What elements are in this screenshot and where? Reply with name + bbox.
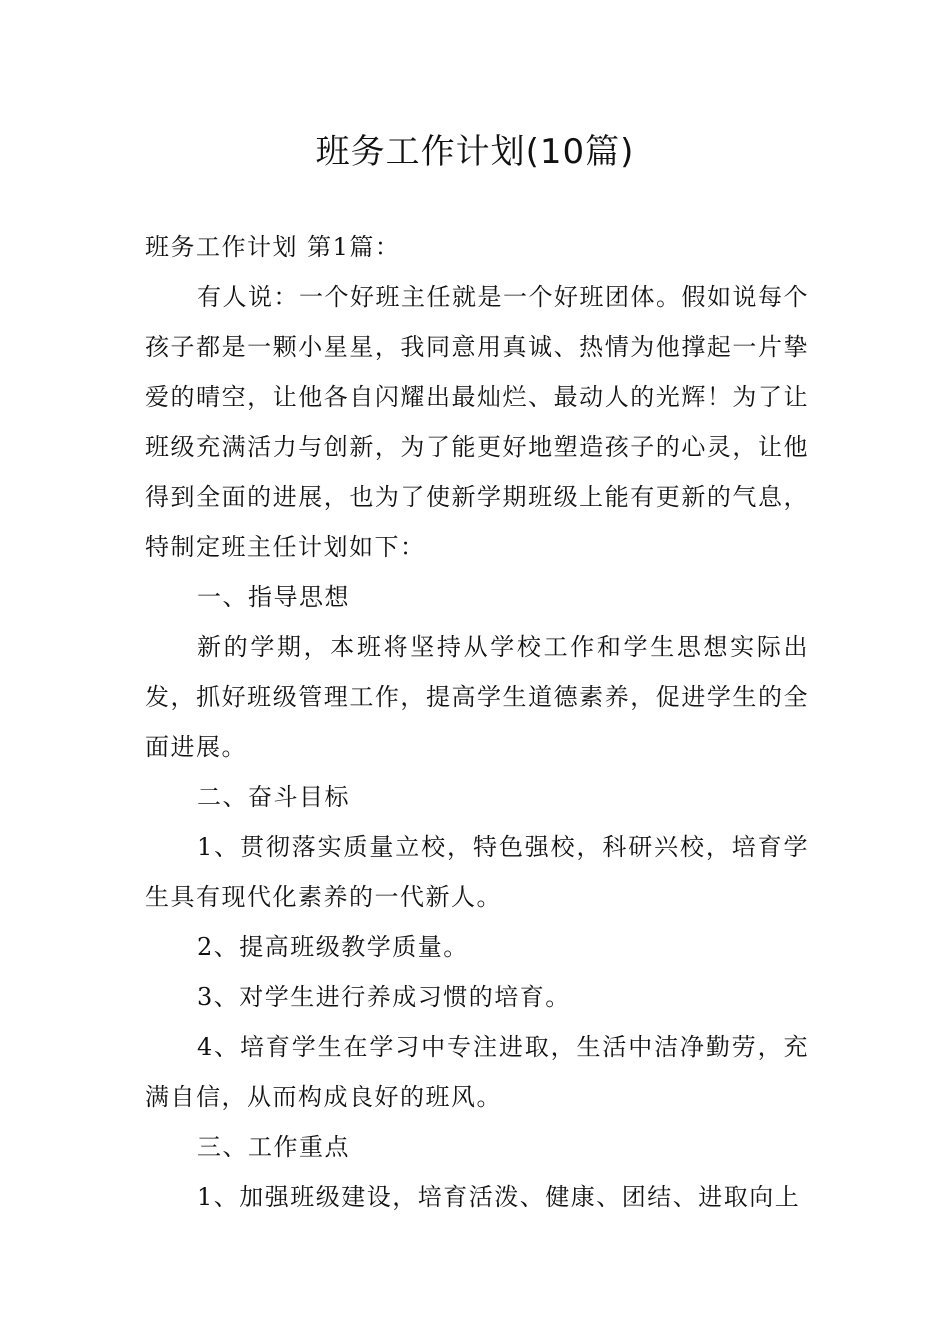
heading-guiding-thought: 一、指导思想 xyxy=(197,583,350,611)
goal-item-1: 1、贯彻落实质量立校，特色强校，科研兴校，培育学生具有现代化素养的一代新人。 xyxy=(145,833,809,911)
focus-item-1: 1、加强班级建设，培育活泼、健康、团结、进取向上 xyxy=(197,1183,801,1211)
paragraph-guiding-thought: 新的学期，本班将坚持从学校工作和学生思想实际出发，抓好班级管理工作，提高学生道德素养，促进学生的全面进展。 xyxy=(145,633,809,761)
document-body xyxy=(145,222,809,1222)
goal-item-2: 2、提高班级教学质量。 xyxy=(197,933,469,961)
heading-work-focus: 三、工作重点 xyxy=(197,1133,350,1161)
document-title: 班务工作计划(10篇) xyxy=(315,132,635,172)
goal-item-4: 4、培育学生在学习中专注进取，生活中洁净勤劳，充满自信，从而构成良好的班风。 xyxy=(145,1033,809,1111)
goal-item-3: 3、对学生进行养成习惯的培育。 xyxy=(197,983,571,1011)
paragraph-intro: 有人说：一个好班主任就是一个好班团体。假如说每个孩子都是一颗小星星，我同意用真诚、热情为他撑起一片挚爱的晴空，让他各自闪耀出最灿烂、最动人的光辉！为了让班级充满活力与创新，为了能更好地塑造孩子的心灵，让他得到全面的进展，也为了使新学期班级上能有更新的气息，特制定班主任计划如下： xyxy=(145,283,809,561)
heading-goals: 二、奋斗目标 xyxy=(197,783,350,811)
section-heading: 班务工作计划 第1篇： xyxy=(145,233,401,261)
